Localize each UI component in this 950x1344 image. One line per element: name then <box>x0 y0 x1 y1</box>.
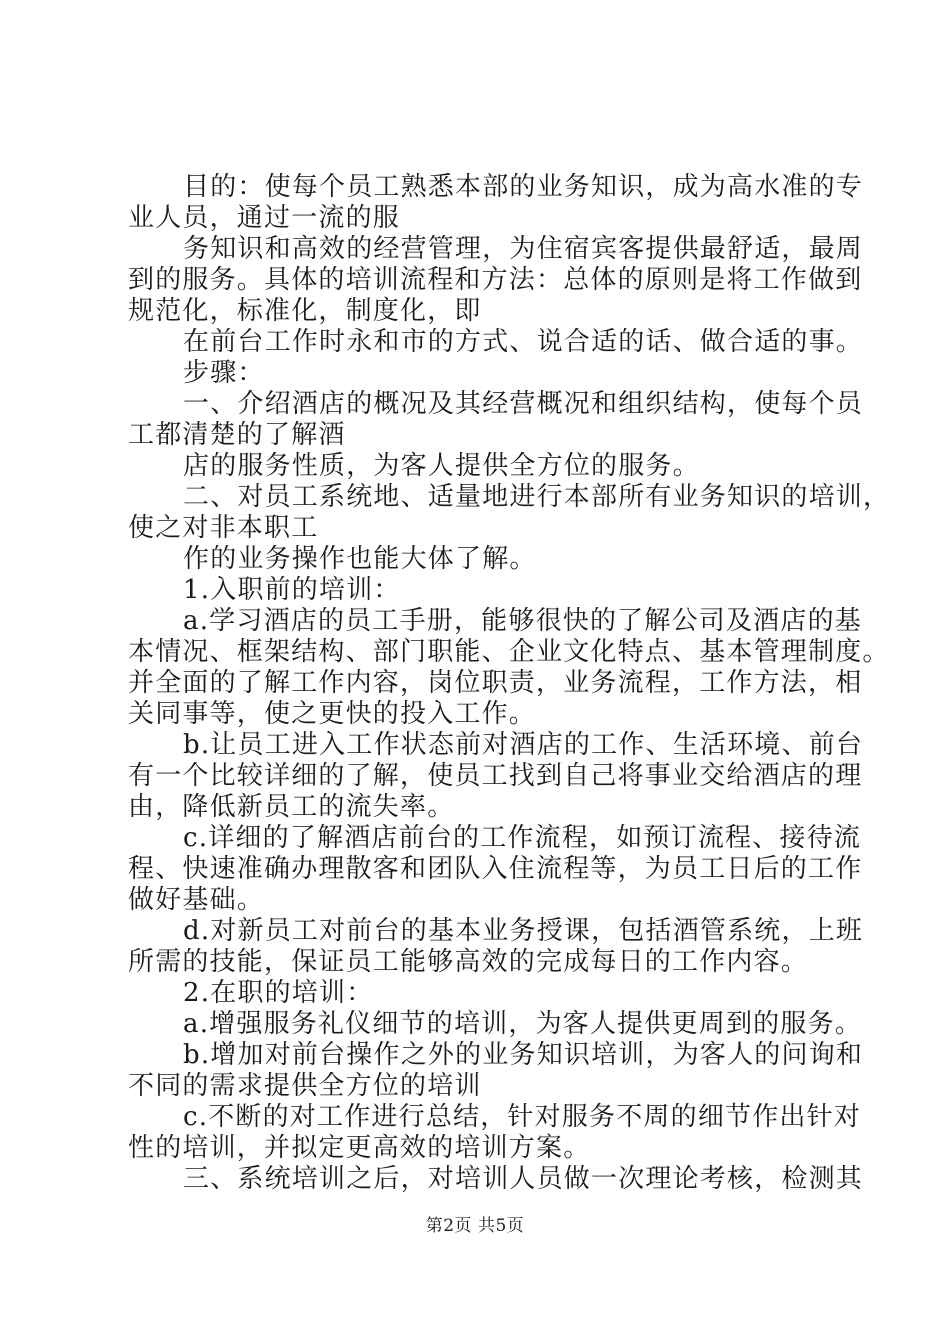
text-line: 到的服务。具体的培训流程和方法：总体的原则是将工作做到 <box>128 265 863 295</box>
text-line: 并全面的了解工作内容，岗位职责，业务流程，工作方法，相 <box>128 668 863 698</box>
text-line: 目的：使每个员工熟悉本部的业务知识，成为高水准的专 <box>183 172 864 202</box>
text-line: a.增强服务礼仪细节的培训，为客人提供更周到的服务。 <box>183 1009 862 1039</box>
page-number-footer: 第2页 共5页 <box>425 1216 525 1236</box>
text-line: 2.在职的培训： <box>183 978 374 1008</box>
text-line: 在前台工作时永和市的方式、说合适的话、做合适的事。 <box>183 327 864 357</box>
text-line: 工都清楚的了解酒 <box>128 420 346 450</box>
text-line: 一、介绍酒店的概况及其经营概况和组织结构，使每个员 <box>183 389 864 419</box>
body-text <box>128 172 891 1195</box>
text-line: 性的培训，并拟定更高效的培训方案。 <box>128 1133 591 1163</box>
text-line: 使之对非本职工 <box>128 513 319 543</box>
text-line: 1.入职前的培训： <box>183 575 401 605</box>
text-line: c.详细的了解酒店前台的工作流程，如预订流程、接待流 <box>183 823 862 853</box>
text-line: b.让员工进入工作状态前对酒店的工作、生活环境、前台 <box>183 730 864 760</box>
text-line: 所需的技能，保证员工能够高效的完成每日的工作内容。 <box>128 947 809 977</box>
text-line: b.增加对前台操作之外的业务知识培训，为客人的问询和 <box>183 1040 864 1070</box>
text-line: 程、快速准确办理散客和团队入住流程等，为员工日后的工作 <box>128 854 863 884</box>
text-line: 本情况、框架结构、部门职能、企业文化特点、基本管理制度。 <box>128 637 890 667</box>
text-line: 有一个比较详细的了解，使员工找到自己将事业交给酒店的理 <box>128 761 863 791</box>
text-line: 步骤： <box>183 358 265 388</box>
text-line: 务知识和高效的经营管理，为住宿宾客提供最舒适，最周 <box>183 234 864 264</box>
text-line: 业人员，通过一流的服 <box>128 203 401 233</box>
text-line: 三、系统培训之后，对培训人员做一次理论考核，检测其 <box>183 1164 864 1194</box>
text-line: 店的服务性质，为客人提供全方位的服务。 <box>183 451 700 481</box>
text-line: 做好基础。 <box>128 885 265 915</box>
text-line: 作的业务操作也能大体了解。 <box>183 544 537 574</box>
text-line: 不同的需求提供全方位的培训 <box>128 1071 482 1101</box>
text-line: 关同事等，使之更快的投入工作。 <box>128 699 537 729</box>
text-line: 由，降低新员工的流失率。 <box>128 792 455 822</box>
text-line: 规范化，标准化，制度化，即 <box>128 296 482 326</box>
text-line: d.对新员工对前台的基本业务授课，包括酒管系统，上班 <box>183 916 864 946</box>
text-line: a.学习酒店的员工手册，能够很快的了解公司及酒店的基 <box>183 606 862 636</box>
text-line: 二、对员工系统地、适量地进行本部所有业务知识的培训， <box>183 482 891 512</box>
text-line: c.不断的对工作进行总结，针对服务不周的细节作出针对 <box>183 1102 862 1132</box>
